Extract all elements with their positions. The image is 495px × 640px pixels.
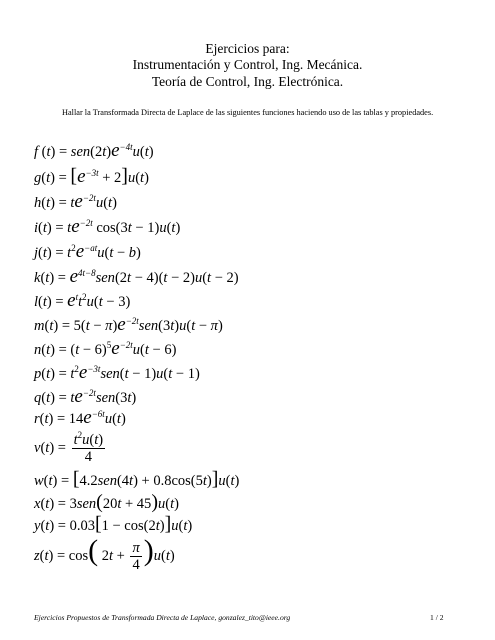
equation-p: $p(t) = t^2e^{-3t}sen(t - 1)u(t - 1)$: [34, 362, 200, 383]
equation-z: z(t) = cos( 2t + $\frac{\pi}{4}$ )u(t): [34, 533, 175, 573]
title-line-2: Instrumentación y Control, Ing. Mecánica.: [132, 57, 363, 72]
equation-i: $i(t) = te^{-2t}$ cos(3t − 1)u(t): [34, 216, 181, 237]
equation-y: y(t) = 0.03[1 − cos(2t)]u(t): [34, 513, 193, 535]
equation-q: $q(t) = te^{-2t}sen(3t)$: [34, 386, 137, 407]
footer-text: Ejercicios Propuestos de Transformada Directa de Laplace, gonzalez_tito@ieee.org: [34, 613, 291, 622]
equation-k: $k(t) = e^{4t-8}sen(2t - 4)(t - 2)u(t - 2)$: [34, 266, 239, 287]
instruction-text: Hallar la Transformada Directa de Laplace de las siguientes funciones haciendo uso de las tablas y propiedades.: [62, 108, 434, 117]
equation-n: $n(t) = (t - 6)^5e^{-2t}u(t - 6)$: [34, 338, 177, 359]
page-number: 1 / 2: [430, 613, 444, 622]
equation-w: w(t) = [4.2sen(4t) + 0.8cos(5t)]u(t): [34, 468, 240, 490]
equation-f: f $(t) = sen(2t)e^{-4t}u(t)$: [34, 140, 154, 161]
equation-v: v(t) = $\frac{t^2u(t)}{4}$: [34, 430, 104, 465]
equation-m: $m(t) = 5(t - \pi)e^{-2t}sen(3t)u(t - \pi)$: [34, 314, 223, 335]
equation-j: $j(t) = t^2e^{-at}u(t - b)$: [34, 241, 141, 262]
equation-h: $h(t) = te^{-2t}u(t)$: [34, 191, 117, 212]
equation-l: $l(t) = e^tt^2u(t - 3)$: [34, 290, 131, 311]
equation-r: $r(t) = 14e^{-6t}u(t)$: [34, 407, 126, 428]
equation-g: $g(t) = [e^{-3t} + 2]u(t)$: [34, 165, 149, 187]
title-line-3: Teoría de Control, Ing. Electrónica.: [151, 74, 344, 89]
title-line-1: Ejercicios para:: [205, 41, 290, 56]
equation-x: x(t) = 3sen(20t + 45)u(t): [34, 491, 179, 513]
